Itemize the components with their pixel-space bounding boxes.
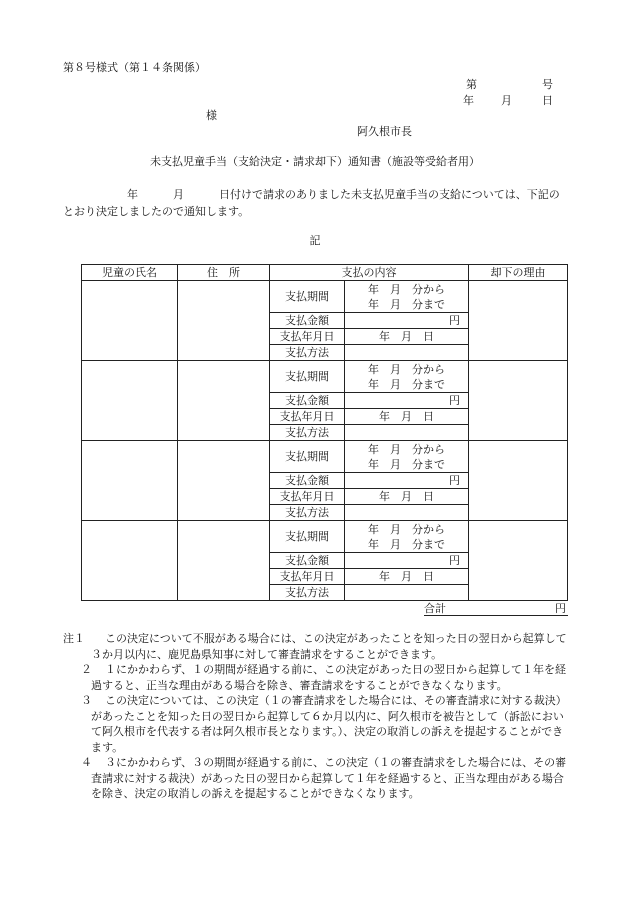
period-value[interactable]	[345, 441, 469, 473]
period-from: 年 月 分から	[368, 282, 445, 296]
period-label: 支払期間	[270, 521, 345, 553]
addressee: 様	[206, 109, 217, 122]
method-label: 支払方法	[270, 345, 345, 361]
header-address: 住 所	[178, 265, 270, 281]
total-label: 合計	[424, 602, 446, 615]
period-value[interactable]	[345, 521, 469, 553]
paydate-label: 支払年月日	[270, 409, 345, 425]
amount-value[interactable]: 円	[345, 393, 469, 409]
paydate-label: 支払年月日	[270, 569, 345, 585]
note-text: １にかかわらず、１の期間が経過する前に、この決定があった日の翌日から起算して１年を経過すると、正当な理由がある場合を除き、審査請求をすることができなくなります。	[91, 663, 567, 692]
period-to: 年 月 分まで	[368, 457, 445, 471]
number-suffix: 号	[542, 78, 553, 91]
note-item	[63, 755, 573, 802]
note-item	[63, 693, 573, 755]
method-value[interactable]	[345, 505, 469, 521]
paydate-value[interactable]: 年 月 日	[345, 329, 469, 345]
table-row	[82, 441, 568, 473]
issue-year-label: 年	[463, 94, 474, 107]
rejection-reason-cell[interactable]	[469, 361, 568, 441]
paydate-value[interactable]: 年 月 日	[345, 489, 469, 505]
period-label: 支払期間	[270, 441, 345, 473]
total-line	[424, 601, 568, 616]
paydate-label: 支払年月日	[270, 329, 345, 345]
form-label: 第８号様式（第１４条関係）	[63, 61, 206, 74]
note-item	[63, 662, 573, 693]
intro-text: 日付けで請求のありました未支払児童手当の支給については、下記のとおり決定しましたので通知します。	[63, 188, 560, 218]
period-label: 支払期間	[270, 361, 345, 393]
table-row	[82, 281, 568, 313]
rejection-reason-cell[interactable]	[469, 521, 568, 601]
intro-year: 年	[127, 188, 138, 201]
method-label: 支払方法	[270, 425, 345, 441]
amount-value[interactable]: 円	[345, 473, 469, 489]
period-from: 年 月 分から	[368, 362, 445, 376]
note-text: ３にかかわらず、３の期間が経過する前に、この決定（１の審査請求をした場合には、その審査請求に対する裁決）があった日の翌日から起算して１年を経過すると、正当な理由がある場合を除き、決定の取消しの訴えを提起することができなくなります。	[91, 756, 567, 800]
amount-value[interactable]: 円	[345, 553, 469, 569]
header-child-name: 児童の氏名	[82, 265, 178, 281]
notes	[63, 631, 573, 802]
child-name-cell[interactable]	[82, 281, 178, 361]
note-number: ２	[81, 663, 92, 676]
note-text: この決定については、この決定（１の審査請求をした場合には、その審査請求に対する裁決）があったことを知った日の翌日から起算して６か月以内に、阿久根市を被告として（訴訟において阿久根市を代表する者は阿久根市長となります。）、決定の取消しの訴えを提起することができます。	[91, 694, 567, 754]
rejection-reason-cell[interactable]	[469, 281, 568, 361]
paydate-value[interactable]: 年 月 日	[345, 569, 469, 585]
period-to: 年 月 分まで	[368, 297, 445, 311]
number-prefix: 第	[466, 78, 477, 91]
document-title: 未支払児童手当（支給決定・請求却下）通知書（施設等受給者用）	[150, 155, 480, 168]
issuer: 阿久根市長	[357, 125, 412, 138]
header-rejection-reason: 却下の理由	[469, 265, 568, 281]
table-row	[82, 521, 568, 553]
header-payment-content: 支払の内容	[270, 265, 469, 281]
note-text: この決定について不服がある場合には、この決定があったことを知った日の翌日から起算して３か月以内に、鹿児島県知事に対して審査請求をすることができます。	[91, 632, 567, 661]
method-value[interactable]	[345, 425, 469, 441]
child-name-cell[interactable]	[82, 361, 178, 441]
rejection-reason-cell[interactable]	[469, 441, 568, 521]
period-from: 年 月 分から	[368, 522, 445, 536]
ki-heading: 記	[309, 234, 321, 247]
address-cell[interactable]	[178, 521, 270, 601]
period-to: 年 月 分まで	[368, 537, 445, 551]
method-value[interactable]	[345, 585, 469, 601]
note-item	[63, 631, 573, 662]
table-row	[82, 361, 568, 393]
issue-day-label: 日	[542, 94, 553, 107]
intro-paragraph	[63, 186, 568, 220]
period-from: 年 月 分から	[368, 442, 445, 456]
amount-label: 支払金額	[270, 553, 345, 569]
amount-label: 支払金額	[270, 473, 345, 489]
intro-month: 月	[173, 188, 184, 201]
method-value[interactable]	[345, 345, 469, 361]
period-to: 年 月 分まで	[368, 377, 445, 391]
address-cell[interactable]	[178, 361, 270, 441]
period-label: 支払期間	[270, 281, 345, 313]
child-name-cell[interactable]	[82, 521, 178, 601]
address-cell[interactable]	[178, 441, 270, 521]
amount-label: 支払金額	[270, 313, 345, 329]
child-name-cell[interactable]	[82, 441, 178, 521]
period-value[interactable]	[345, 361, 469, 393]
table-body	[82, 281, 568, 601]
method-label: 支払方法	[270, 585, 345, 601]
period-value[interactable]	[345, 281, 469, 313]
note-number: 注１	[63, 632, 85, 645]
address-cell[interactable]	[178, 281, 270, 361]
amount-label: 支払金額	[270, 393, 345, 409]
payment-table	[81, 264, 568, 601]
amount-value[interactable]: 円	[345, 313, 469, 329]
paydate-label: 支払年月日	[270, 489, 345, 505]
total-unit: 円	[555, 602, 566, 615]
issue-month-label: 月	[501, 94, 512, 107]
note-number: ４	[81, 756, 92, 769]
table-header-row	[82, 265, 568, 281]
method-label: 支払方法	[270, 505, 345, 521]
note-number: ３	[81, 694, 92, 707]
paydate-value[interactable]: 年 月 日	[345, 409, 469, 425]
